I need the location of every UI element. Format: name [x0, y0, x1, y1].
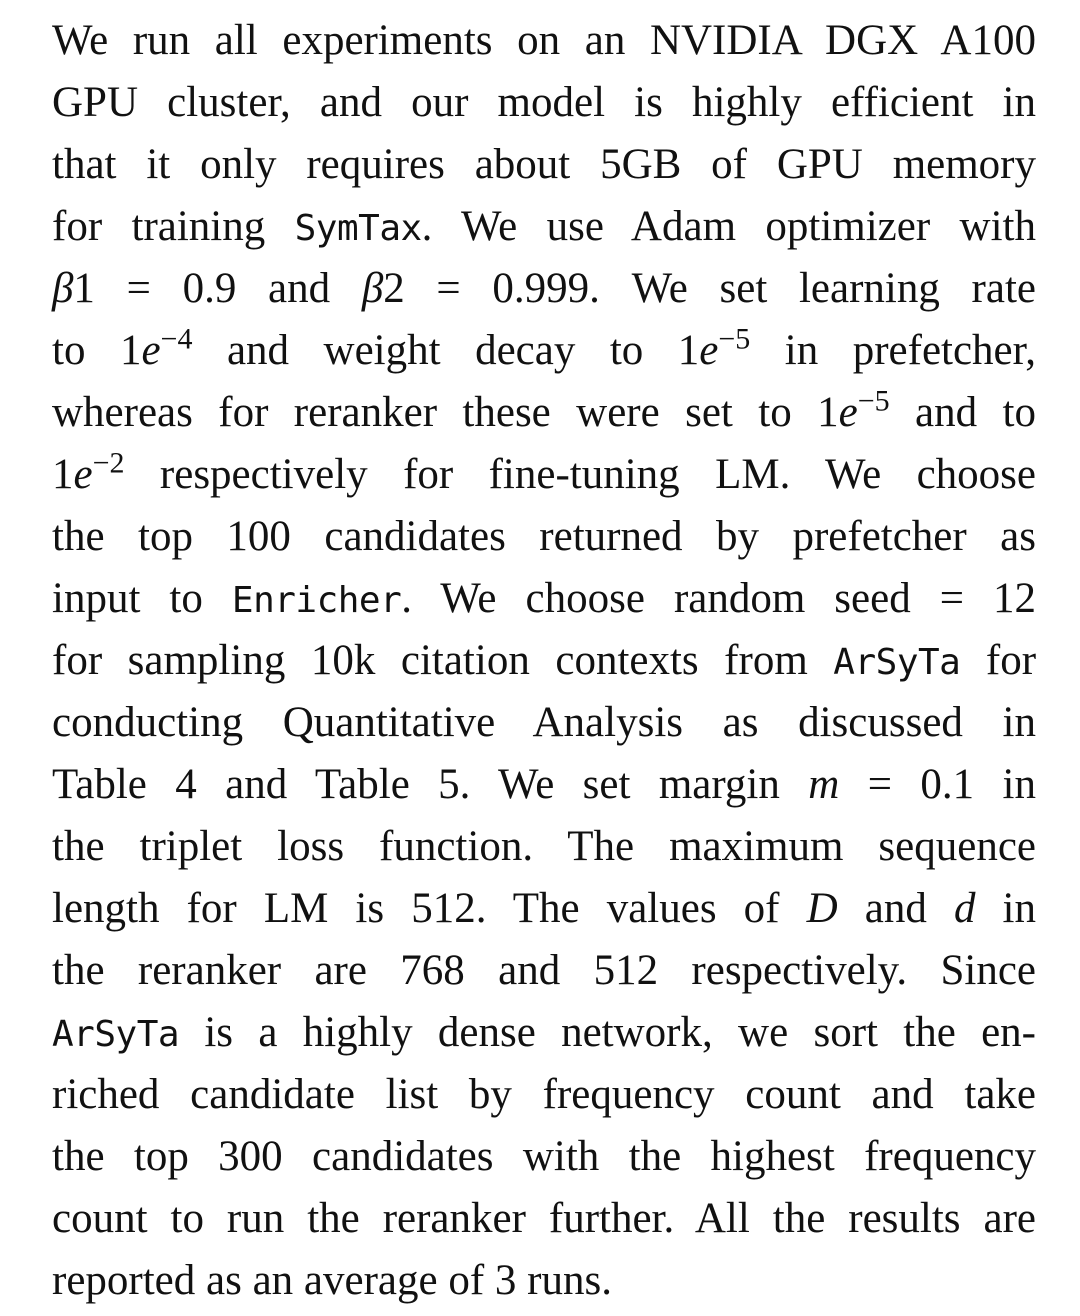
text-run: riched candidate list by frequency count and take — [52, 1071, 1036, 1118]
text-run: for — [960, 637, 1037, 684]
math-term: β — [52, 265, 74, 312]
text-line — [52, 134, 1036, 196]
math-term: −5 — [718, 322, 751, 356]
text-run: input to — [52, 575, 232, 622]
text-line — [52, 940, 1036, 1002]
text-run: for training — [52, 203, 295, 250]
text-line — [52, 382, 1036, 444]
text-line — [52, 72, 1036, 134]
math-term: e — [699, 327, 719, 374]
text-line — [52, 568, 1036, 630]
text-run: in prefetcher, — [750, 327, 1036, 374]
text-run: the top 300 candidates with the highest frequency — [52, 1133, 1036, 1180]
math-term: −5 — [857, 384, 890, 418]
math-term: e — [838, 389, 858, 436]
text-run: conducting Quantitative Analysis as discussed in — [52, 699, 1036, 746]
text-line — [52, 196, 1036, 258]
text-line — [52, 816, 1036, 878]
text-line — [52, 630, 1036, 692]
text-run: to 1 — [52, 327, 142, 374]
text-line — [52, 1250, 1036, 1312]
text-line — [52, 1188, 1036, 1250]
text-run: the triplet loss function. The maximum sequence — [52, 823, 1036, 870]
text-run: whereas for reranker these were set to 1 — [52, 389, 839, 436]
text-run: and to — [889, 389, 1036, 436]
text-line — [52, 754, 1036, 816]
math-term: D — [806, 885, 838, 932]
text-run: length for LM is 512. The values of — [52, 885, 807, 932]
text-run: count to run the reranker further. All the results are — [52, 1195, 1036, 1242]
code-term: SymTax — [294, 208, 422, 249]
text-line — [52, 878, 1036, 940]
text-run: in — [975, 885, 1036, 932]
text-run: = 0.1 in — [839, 761, 1036, 808]
text-run: . We choose random seed = 12 — [401, 575, 1036, 622]
code-term: ArSyTa — [52, 1014, 180, 1055]
code-term: Enricher — [231, 580, 402, 621]
text-line — [52, 444, 1036, 506]
text-run: 2 = 0.999. We set learning rate — [383, 265, 1036, 312]
text-line — [52, 258, 1036, 320]
math-term: e — [73, 451, 93, 498]
text-run: We run all experiments on an NVIDIA DGX A100 — [52, 17, 1036, 64]
text-line — [52, 10, 1036, 72]
text-line — [52, 692, 1036, 754]
text-line — [52, 506, 1036, 568]
text-run: and — [837, 885, 954, 932]
math-term: e — [141, 327, 161, 374]
math-term: d — [953, 885, 976, 932]
text-line — [52, 1126, 1036, 1188]
text-line — [52, 320, 1036, 382]
text-run: for sampling 10k citation contexts from — [52, 637, 834, 684]
text-line — [52, 1064, 1036, 1126]
math-term: m — [808, 761, 840, 808]
text-run: and weight decay to 1 — [192, 327, 700, 374]
text-run: is a highly dense network, we sort the en- — [179, 1009, 1036, 1056]
text-run: reported as an average of 3 runs. — [52, 1257, 612, 1304]
code-term: ArSyTa — [833, 642, 961, 683]
text-run: 1 — [52, 451, 74, 498]
math-term: −2 — [92, 446, 125, 480]
math-term: −4 — [160, 322, 193, 356]
text-run: . We use Adam optimizer with — [421, 203, 1036, 250]
text-line — [52, 1002, 1036, 1064]
paper-paragraph — [52, 10, 1036, 1312]
math-term: β — [361, 265, 384, 312]
text-run: respectively for fine-tuning LM. We choose — [124, 451, 1036, 498]
text-run: Table 4 and Table 5. We set margin — [52, 761, 809, 808]
text-run: the reranker are 768 and 512 respectively. Since — [52, 947, 1036, 994]
text-run: that it only requires about 5GB of GPU memory — [52, 141, 1036, 188]
text-run: GPU cluster, and our model is highly efficient in — [52, 79, 1036, 126]
text-run: the top 100 candidates returned by prefetcher as — [52, 513, 1036, 560]
text-run: 1 = 0.9 and — [73, 265, 362, 312]
